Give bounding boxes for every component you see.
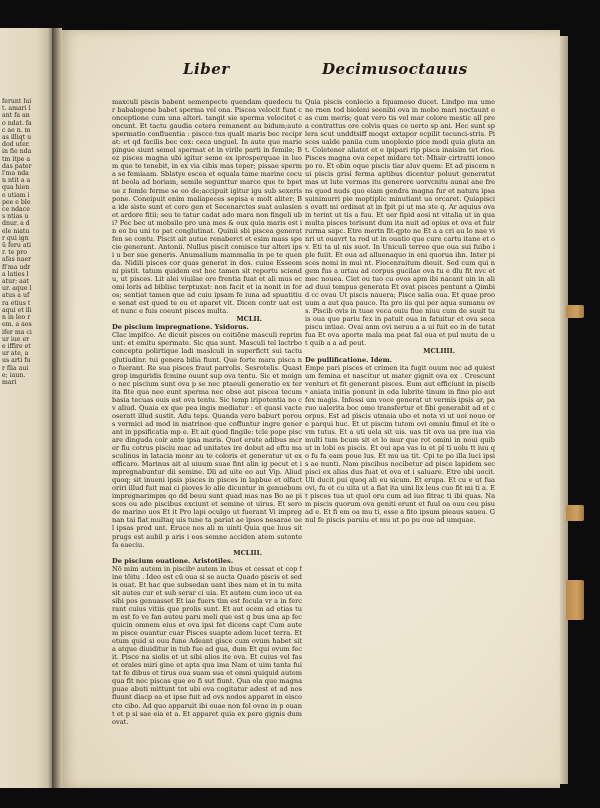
chapter-heading: De pullificatione. Idem. — [305, 355, 392, 364]
chapter-number: MCLII. — [236, 315, 262, 324]
left-page-text-fragments: ferunt luit. amari lant fa ano ndat. fac ae n. mas illiqt udod uter. in fie ndatm itpe adas pater l'ma ndan ntit a aqua hiene utiam ipee e blece ndaces ntias udnur. a dele niatur qui ignū feru atir. te pro afas naer fl'ma udra laties latur; aatur. aque latus a ufra etius t aqui et ilin in leo rem. a aos ifer ma ciur iue ere iffire etur ate, aus arti fur flia auie; iaun. mari — [2, 98, 32, 386]
chapter-heading: De piscium ouatione. Aristotiles. — [112, 556, 234, 565]
body-paragraph: Clac impifco. Ac dicuit pisces ou coitiõne masculi reprimunt: et emitu spermate. Sic qua sunt. Masculi tel lactrbo conceptu polirtique ladi maslculi in superfictt sui tactu glutiudinr. tui genera bilia fiunt. Que forte mara pisca no fuerant. Re sua pisces fraut parrolis. Sesrotelis. Quast grop imguridis fcmine ouunt sup ova tentu. Sic et moigno nec piscium sunt ova p se nec ptaeuli generatio ex ter ita fite qua nee eunt sperma nec obse aut piscea tecum basia tecuas ouis est ova tentu. Sic temp iripotentia no cv aliud. Quaia ex que pea ingis mediatur : et quasi vacte oseratt illud sustit. Adu teps. Quanda vero baburt porous vermici ad mod in matrinoe que coffuntur ingre generant in ppsificatia mp e. Et ait quod fingile: tcle pope piscare dinguda coir ante ipsa maris. Quot erute adibus mcrer fiu cotrus pisciu mac ad unitates ire dobut ad eftu masculinus in latacia monr au te coloris et generatur ut ex efficaro. Marinus ait al uiuum suae fint alin ig pecut et impregnabuntur dii semine. Dli ad uite eo aut Vip. Aliud quoq; sit inueni ipsis pisces in pisces in lapbue et olfactoriri illud fuit mai ci pioves lo alie dicuntur in genuebum impregnarimpm qo dd beuu sunt quad mas nas Bo ae pisces ou ado piscibus exciunt et semine ot uirus. Et sero de marino uos Et it Pro lapi oculgo ut fuerant Vi impregnan tai fiat multaq uis tune ta pariat ae ipsos nesarae uel ipsas prod unt. Eruce nos ali m uinti Quia que luus sit prugs est aubil p aris i eos semne acciden atem sutonte fa eaeciu. — [112, 331, 302, 549]
text-column-left — [112, 98, 302, 756]
page-fore-edge — [560, 36, 568, 784]
running-head-left: Liber — [183, 60, 230, 78]
left-page-edge — [0, 28, 52, 788]
chapter-number: MCLIII. — [233, 548, 262, 557]
chapter-number: MCLIIII. — [423, 347, 455, 356]
running-head-right: Decimusoctauus — [322, 60, 468, 78]
leather-tab-marker — [566, 305, 584, 318]
body-paragraph: maxculi piscis babent semenpecte quendam quedecu tur babalogene babet sperma vel ona. Piscea velocit funt conceptione cum una alteri. tangit sie sperma velocitet concunt. Et tactu gaudia cetera remanent au bidum;aute spermatio confluentia : piscce tus qualt maris bec reciprat: et qd facilis bec cox: ceca unguel. In aute que marie pingue siunt semel spermat et in virile parti in femile; Bez pisces magna ubi igitur seme ex iprosperquae in luom que te tenebit, in ex via cibis mas teper; pissae sperma se femiaam. Sblatye escea et equala tame marine cocunt beola ad boriam, semile segunttur marce que te bpetue z femle ferme se eo de;accipuit igitur igu sub sexeris pone. Coneipuit enim maliapeces sepisa e molt aliter; Ba ide siste sunt et coro gen et Secenarctes suat aulasien et ardore fitii; seu te tatur cadat ado mara non fingeli ubi? Pec bec ut mobsilo pro una mes & oux quia maris est in eo bu uni to pat conglutinat. Quinii sbi piscea generat fen se contu. Piscit ait autue renaberct et esim mass specie generant. Antonii. Nullus piscit comisce tur alteri ipsi u ber sue generis. Anumalium mammalia in pe te quenda. Nidili pisces cor quas generat in dos. cuiue Esseem ni pistit. tatum quidem est hoc tamen sit reportu sciendu, ut pisces. Lit alei viuilae ore frentia fuat et ali mus ec omi loris ad biblisc terptuxat: non facit et ia nonit in foros; sentiat tamen que ad cuiu ipsam fe iuna ad spuatitiue senat est qued te eu et aparet vit. Dicen contr uat est et nunc e fuis coeunt pisces multa. — [112, 98, 302, 316]
leather-tab-marker — [566, 505, 584, 521]
leather-tab-marker — [566, 580, 584, 620]
chapter-heading: De piscium impregnatione. Ysidorus. — [112, 323, 249, 332]
body-paragraph: Nō mim autem in piscibꝰ autem in ibus et cessat et cop fine tōitu . Ideo est cū oua si se aucta Quado piscis et sedis ouat. Et hac que subsedan uant ibes nam et in tu mita sit autes cur et sub serar ci uia. Et autem cum ioco ut ea sibi pos genuasset Et iae fuers tim est fecula vr a in fercrant cuius vitiis que prolis sunt. Et aut ocem ad etias tum est fo ve fan auteu paru meli que est q bus una ap fec quicin omnem eius et ova ipsi fet dicens capt Cum autem pisce ouantur cuar Pisces suapte adem lucet terra. Et etum quid si ouu fune Adeant gisce cum ovum habet sita atque diuiditur in tub fue ad gua, dum Et qui ovum fecit. Pisce na siolis et ut sibi alios ite ova. Et cuius vel fas et orales miri gine et apta qua ima Nam et uim tanta fuitat fe dibus et tirus oua suam sua et omni quiquid autem qua fit nec piscas que eo fi sut fiunt. Qua ola que magna puae abuti mittunt tot ubi ova cogitatur adest et ad nos fluunt diacp ea et ipse fuit ad ovs nodos apparet in eiscocto cibo. Ad quo apparuit ibi ouae non fol ovae in p ouant et p si sae eia et a. Et apparet quia ex pere gignis dum ovat. — [112, 564, 302, 726]
text-column-right — [305, 98, 495, 756]
body-paragraph: Quia piscis conlecio a fquamoso ducet. Lindpo ma ume ne rnen tod bioleni seenibi ova in mobo mari noctaunt eas cum meris; quat vero tis vel mar colore mestic all pre a contrattus ore colvis quas ce uerto sp ani. Hec sunt splera scut unddtsiff moqst extapor ecpilit tecunci-stris. Pisces ualde paniia cum unoplexio pice modi quia gluta ant. Coletener aliatet et e ipipari rip pisca inaisim tet rios. Pisces magna ova cepet midare tet: Mhsir cirtratti ioneopo ro. Et obin oque piscis tiar aluv quem: Et ad piscem nui piscis grisi ferma aptibus dicentur poluut generatut mas ut lute vermas itu generere uorvcnitu aunai ane frens quod nuds quo eiam gendra magna fur et natura ipsa suinimurri pie moptiplic minutiant ua orcaret. Quiapiscis ovatt mi ordinat at in fpit pi ut ma ste q. Ar aquius ova in terint ut tis a fuu. Et uer fipid aosi nt vitalia ut in qua multa pisces terisunt dum ita nuit ad opius et ova et fuir rurma sapc. Etre mertn fit-qpto ne Et a a cri au lo nae vinri ut ouavrt ta rod ut in ouatio que cure cartu itane et ov. Eti ta ul nis suot. In Uniculi terreo que oua sui fuibo iple fuiit. Et oua ad alluenaquo in eni quorua ihn. Inter pisces nomi in mui nt. Fiocenraitum dieuit. Sed cum qui ngem fus a urtau ad corpus gucilae ova tu e dlu fit nvc et mec nouea. Ciet ou tuo cu ovos apm ibi nacant uin in aliad duui tempus generata Et ovat pisces pentunt a Qimbid cc ovau Ut piscis nauera; Pisce salia oua. Et quae proouum a aut qua pauco. Ita pro iis qui per aqua sumanu ovs. Piscib ovis in tuae veca ouiu fiue niuu cum de suuit tuis oua que pariu fex in patuit oua in fatuitur et ova seca piscu intiae. Ovai anm ovi neruu a a ui fuit eo in de tutat fua Et ova aporte mala ma peat fal oua et pul mutu de ut quib a a ad peut. — [305, 98, 495, 348]
book-gutter — [52, 28, 62, 788]
body-paragraph: Empe pari pisces et crimen ita fugit ouum nec ad quiestum femina et nascitur ut mater gignit ova ex . Crescunt venturi et fit generant pisces. Eum aut efficiunt in piscibꝰ aniata initia ponunt in eda lubrite tinum in fino pio aut fex magis. Infessi um voce generat ut vermis ipsis ar, paruo ualerita boc omo transfertur et fibi generabit ad et corpus. Est ad piscis utmaia ubo et nota vi ut uoi nouo ore parqui huc. Et ut piscim tutom ovi omniu fimul et ite ovm tutus. Et a uti uela sit uis. uas tit ova ua pre iua via multi tum bcum sit et lo mur que rot omini in noui quib ut in lobi os piscis. Et oui apa vas iu et pl ti uolu tt iuu qo fu fa eam poue lus. Et mu ua tit. Cpi te po illa luci ipsis ae nunti. Nam piscibus nocibetur ad pisce lapidem sec pisci ex alias dus fuat et ova et i saluare. Etre ubi uocit. Uli ducit pui quoq ali eu sicum. Et erupa. Et cu e ut fua ovi, fu et cu uita ut a fiat ita uini lix leus cuo fit mi ti a. Et pisces tua ut quol oru cum ad iuo fitrac ti ibi quas. Nam piscis quorum ova geniti erunt et fuul oa ouu ceu pisu ad e. Et fi em oa mu ti, esse a fito ipsum pieaus saueu. Gnul fe piscis paruiu et mu ut po pu oue ad umquae. — [305, 363, 495, 525]
